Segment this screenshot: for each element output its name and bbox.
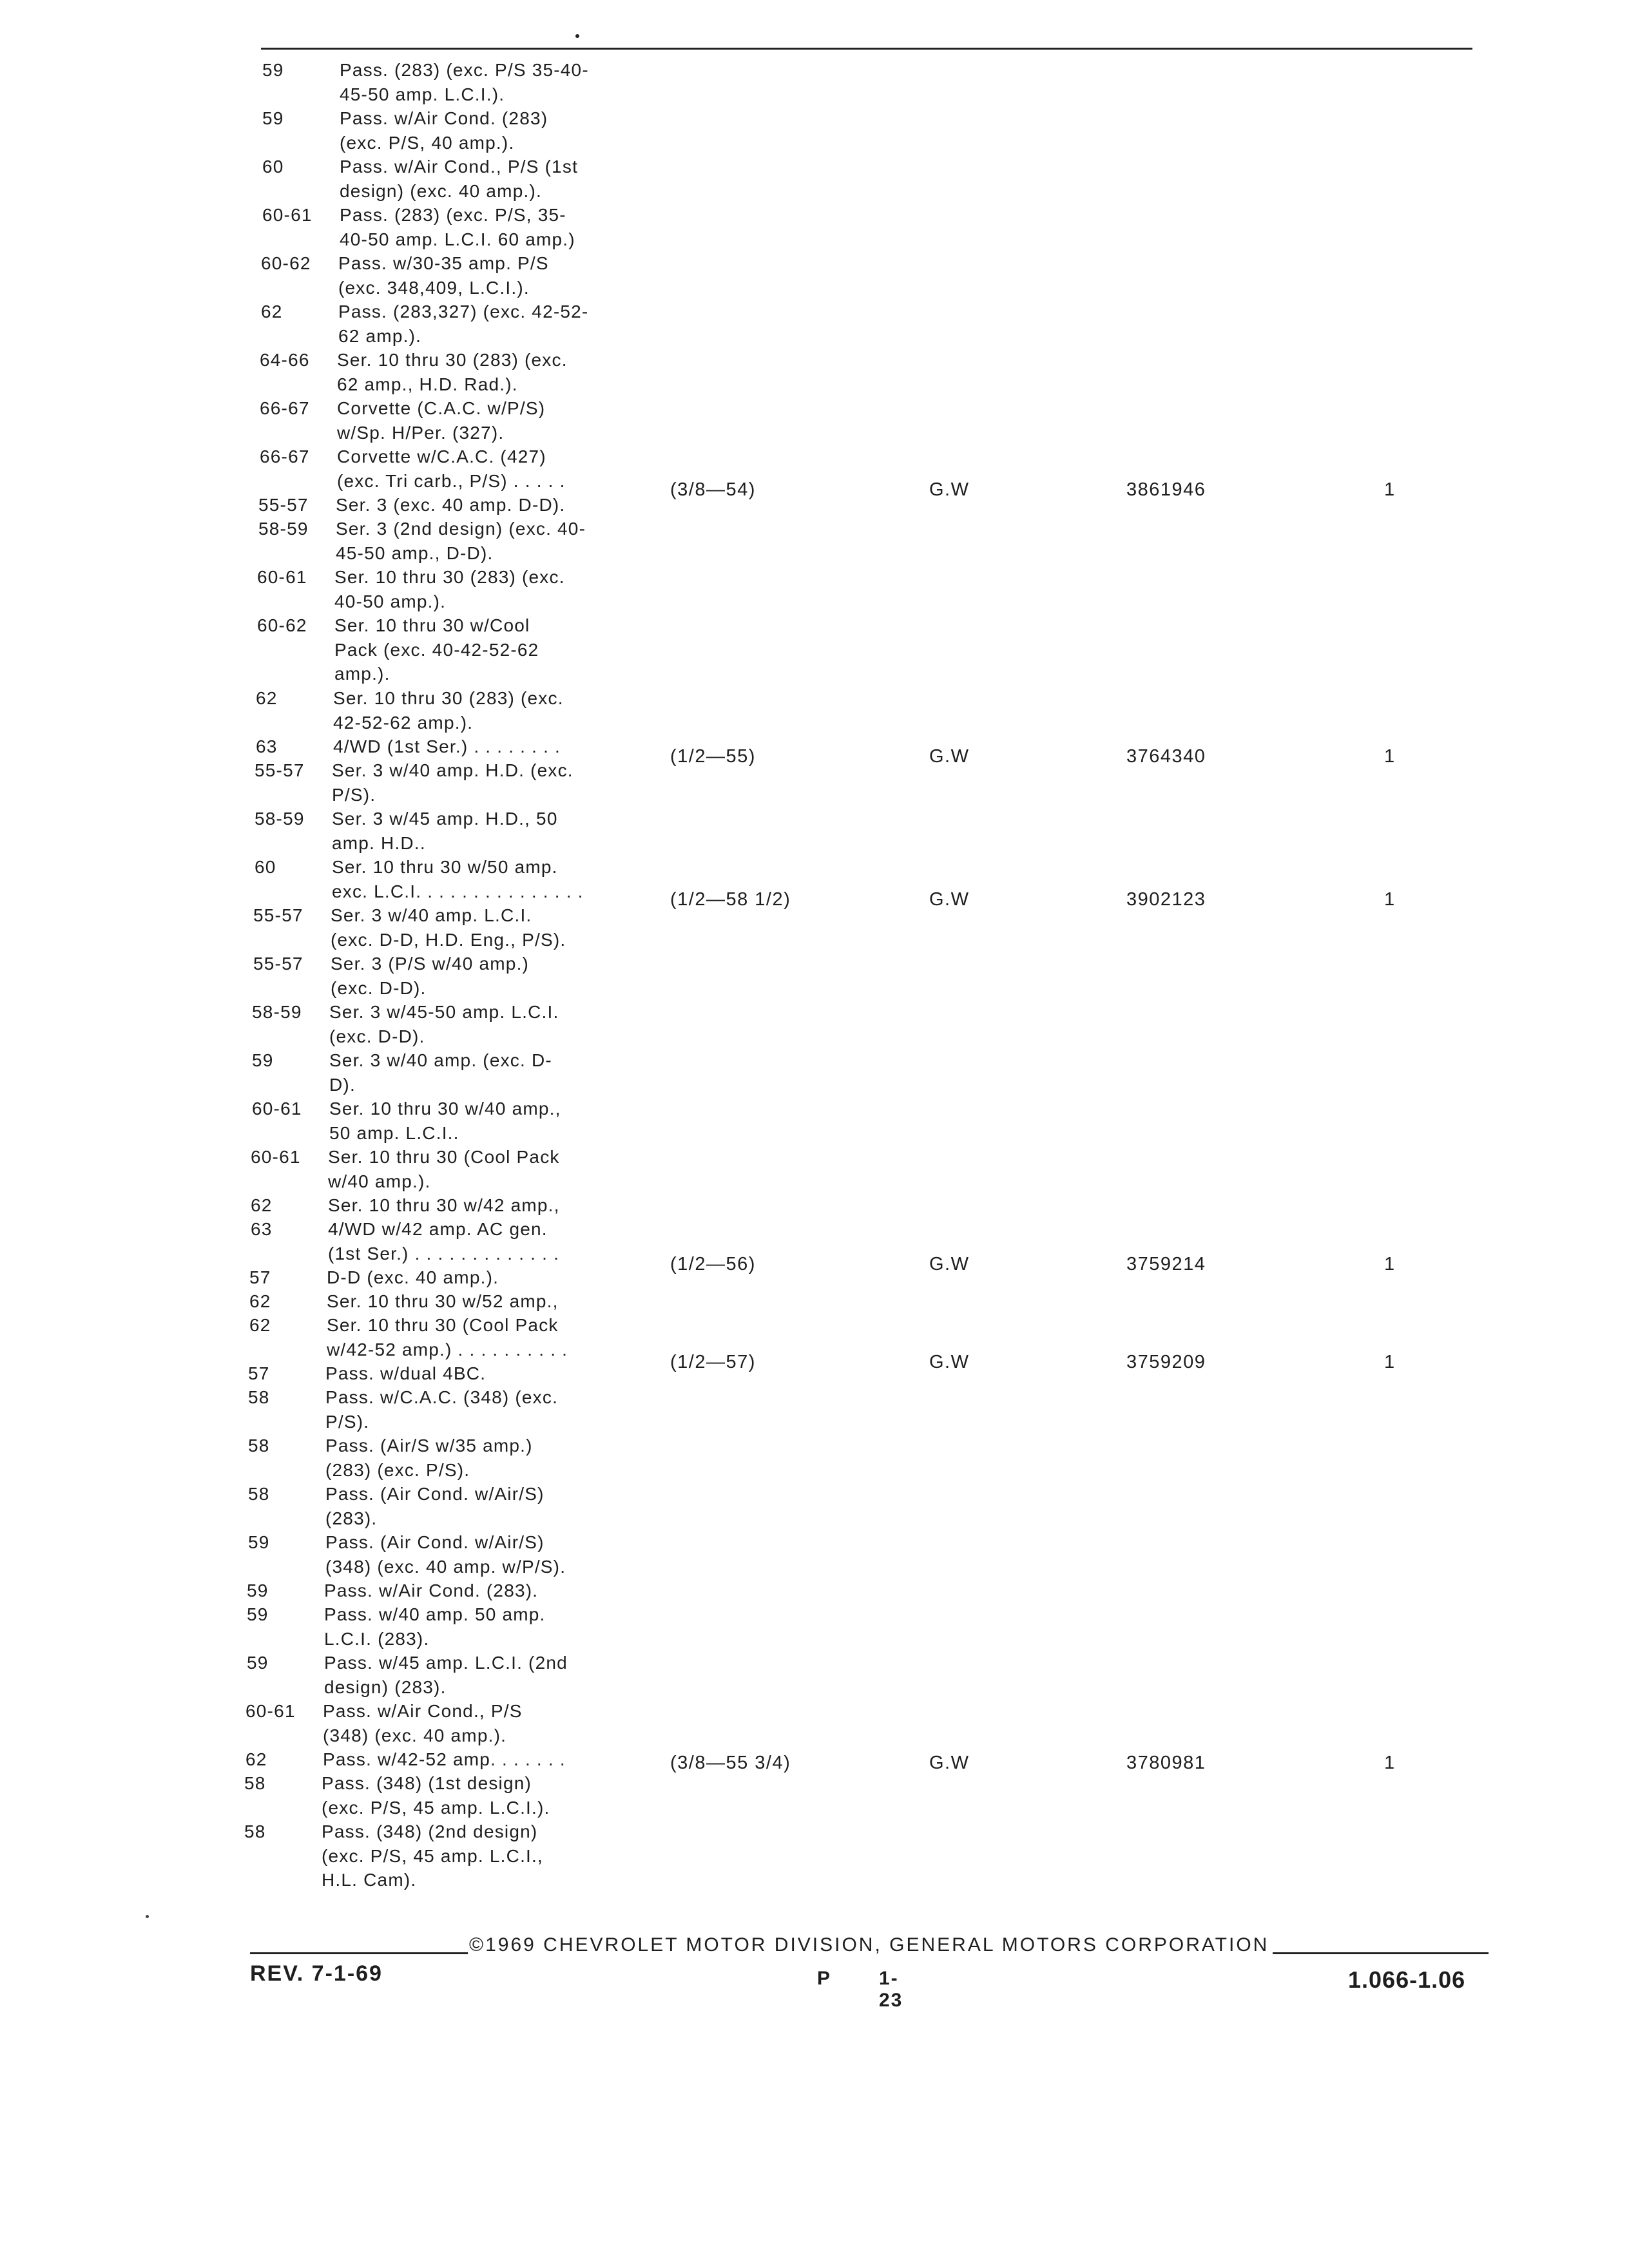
- model-years: 58-59: [252, 1002, 302, 1022]
- model-years: 58: [244, 1821, 266, 1841]
- description-line: Ser. 3 (P/S w/40 amp.): [331, 954, 530, 974]
- application-description: [324, 1602, 614, 1651]
- application-description: [324, 1651, 614, 1699]
- application-description: [325, 1530, 615, 1579]
- description-line: 45-50 amp., D-D).: [336, 543, 494, 563]
- description-line: (348) (exc. 40 amp.).: [323, 1725, 507, 1745]
- application-description: [325, 1482, 615, 1530]
- application-description: [333, 735, 623, 759]
- description-line: design) (exc. 40 amp.).: [340, 180, 542, 201]
- model-years: 55-57: [253, 954, 304, 974]
- description-line: (exc. D-D, H.D. Eng., P/S).: [331, 929, 566, 950]
- description-line: Ser. 3 (2nd design) (exc. 40-: [336, 519, 586, 539]
- description-line: 4/WD w/42 amp. AC gen.: [328, 1219, 548, 1239]
- description-line: Ser. 3 w/40 amp. (exc. D-: [329, 1050, 552, 1070]
- description-line: w/40 amp.).: [328, 1171, 431, 1191]
- application-description: [325, 1434, 615, 1482]
- description-line: Pass. (283) (exc. P/S 35-40-: [340, 60, 589, 80]
- description-line: Pass. w/42-52 amp. . . . . . .: [323, 1749, 566, 1769]
- part-number: 3902123: [1126, 889, 1206, 910]
- quantity: 1: [1384, 1753, 1396, 1773]
- model-years: 59: [247, 1604, 269, 1624]
- belt-code: G.W: [929, 479, 970, 500]
- description-line: Ser. 3 w/45-50 amp. L.C.I.: [329, 1002, 559, 1022]
- top-rule: [261, 48, 1472, 50]
- application-description: [323, 1747, 613, 1772]
- model-years: 59: [247, 1653, 269, 1673]
- description-line: 40-50 amp. L.C.I. 60 amp.): [340, 229, 575, 249]
- description-line: Pass. w/45 amp. L.C.I. (2nd: [324, 1653, 568, 1673]
- application-description: [328, 1193, 618, 1218]
- model-years: 58: [244, 1773, 266, 1793]
- application-description: [327, 1289, 617, 1314]
- belt-code: G.W: [929, 1352, 970, 1372]
- model-years: 62: [251, 1195, 273, 1215]
- model-years: 58: [248, 1436, 270, 1456]
- model-years: 59: [248, 1532, 270, 1552]
- application-description: [337, 348, 627, 396]
- description-line: Pass. w/40 amp. 50 amp.: [324, 1604, 546, 1624]
- model-years: 60: [262, 157, 284, 177]
- description-line: Pass. (348) (2nd design): [322, 1821, 538, 1841]
- description-line: Pass. (Air/S w/35 amp.): [325, 1436, 533, 1456]
- model-years: 60-61: [262, 205, 313, 225]
- page-letter: P: [817, 1968, 832, 1989]
- part-number: 3861946: [1126, 479, 1206, 500]
- belt-size: (1/2—57): [670, 1352, 756, 1372]
- quantity: 1: [1384, 1352, 1396, 1372]
- model-years: 58: [248, 1387, 270, 1407]
- description-line: Ser. 10 thru 30 w/42 amp.,: [328, 1195, 560, 1215]
- description-line: (exc. P/S, 45 amp. L.C.I.).: [322, 1797, 550, 1818]
- belt-code: G.W: [929, 1753, 970, 1773]
- description-line: (exc. P/S, 45 amp. L.C.I.,: [322, 1845, 543, 1866]
- application-description: [333, 686, 623, 735]
- application-description: [336, 517, 626, 565]
- application-description: [336, 493, 626, 517]
- model-years: 63: [256, 736, 278, 756]
- application-description: [329, 1000, 619, 1048]
- description-line: Ser. 10 thru 30 (Cool Pack: [328, 1147, 560, 1167]
- belt-size: (3/8—54): [670, 479, 756, 500]
- footer-rule-left: [250, 1952, 468, 1954]
- model-years: 62: [256, 688, 278, 708]
- description-line: Pass. w/Air Cond. (283).: [324, 1581, 539, 1600]
- description-line: exc. L.C.I. . . . . . . . . . . . . . .: [332, 881, 584, 901]
- model-years: 60-61: [251, 1147, 301, 1167]
- description-line: Ser. 10 thru 30 w/40 amp.,: [329, 1099, 561, 1119]
- application-description: [325, 1361, 615, 1386]
- description-line: 62 amp., H.D. Rad.).: [337, 374, 518, 394]
- description-line: Pass. w/Air Cond., P/S: [323, 1701, 523, 1721]
- description-line: amp. H.D..: [332, 832, 426, 853]
- quantity: 1: [1384, 479, 1396, 500]
- description-line: 45-50 amp. L.C.I.).: [340, 84, 505, 104]
- description-line: Pass. (Air Cond. w/Air/S): [325, 1484, 545, 1504]
- description-line: Ser. 10 thru 30 w/52 amp.,: [327, 1291, 559, 1311]
- model-years: 62: [261, 302, 283, 322]
- top-mark: [575, 34, 579, 38]
- model-years: 60-61: [252, 1099, 302, 1119]
- application-description: [331, 903, 621, 952]
- description-line: 42-52-62 amp.).: [333, 712, 474, 733]
- description-line: Ser. 10 thru 30 w/50 amp.: [332, 857, 558, 877]
- description-line: Pass. (348) (1st design): [322, 1773, 532, 1793]
- application-description: [329, 1097, 619, 1145]
- description-line: Pass. w/dual 4BC.: [325, 1363, 487, 1383]
- model-years: 57: [249, 1267, 271, 1287]
- model-years: 62: [249, 1291, 271, 1311]
- description-line: Pass. w/Air Cond., P/S (1st: [340, 157, 579, 177]
- description-line: Ser. 10 thru 30 (283) (exc.: [333, 688, 564, 708]
- description-line: 62 amp.).: [338, 325, 422, 346]
- belt-code: G.W: [929, 1254, 970, 1274]
- description-line: Ser. 10 thru 30 (283) (exc.: [334, 567, 565, 587]
- model-years: 59: [262, 108, 284, 128]
- application-description: [327, 1313, 617, 1361]
- margin-mark: [146, 1915, 149, 1918]
- application-description: [332, 807, 622, 855]
- revision-date: REV. 7-1-69: [250, 1961, 383, 1986]
- application-description: [334, 565, 624, 613]
- model-years: 62: [246, 1749, 267, 1769]
- description-line: design) (283).: [324, 1677, 447, 1697]
- description-line: (exc. D-D).: [331, 977, 427, 998]
- description-line: (exc. Tri carb., P/S) . . . . .: [337, 470, 566, 491]
- description-line: D).: [329, 1074, 356, 1095]
- description-line: 4/WD (1st Ser.) . . . . . . . .: [333, 736, 561, 756]
- part-number: 3764340: [1126, 746, 1206, 767]
- model-years: 60-61: [257, 567, 307, 587]
- description-line: (exc. 348,409, L.C.I.).: [338, 277, 530, 298]
- application-description: [328, 1217, 618, 1265]
- model-years: 59: [262, 60, 284, 80]
- application-description: [334, 613, 624, 686]
- description-line: Ser. 10 thru 30 w/Cool: [334, 615, 530, 635]
- description-line: L.C.I. (283).: [324, 1628, 430, 1649]
- model-years: 57: [248, 1363, 270, 1383]
- description-line: (348) (exc. 40 amp. w/P/S).: [325, 1556, 566, 1577]
- application-description: [322, 1820, 612, 1892]
- description-line: H.L. Cam).: [322, 1870, 417, 1890]
- model-years: 58: [248, 1484, 270, 1504]
- model-years: 58-59: [255, 809, 305, 829]
- description-line: Ser. 10 thru 30 (Cool Pack: [327, 1315, 559, 1335]
- description-line: Corvette w/C.A.C. (427): [337, 447, 546, 466]
- description-line: Pack (exc. 40-42-52-62: [334, 639, 539, 660]
- page-number-value: 1-23: [879, 1968, 903, 2011]
- description-line: Ser. 3 w/40 amp. L.C.I.: [331, 905, 532, 925]
- description-line: (283).: [325, 1508, 378, 1528]
- model-years: 63: [251, 1219, 273, 1239]
- description-line: Ser. 10 thru 30 (283) (exc.: [337, 350, 568, 370]
- description-line: (283) (exc. P/S).: [325, 1459, 470, 1480]
- model-years: 66-67: [260, 447, 310, 466]
- belt-code: G.W: [929, 746, 970, 767]
- quantity: 1: [1384, 746, 1396, 767]
- part-number: 3759214: [1126, 1254, 1206, 1274]
- application-description: [340, 106, 630, 155]
- application-description: [325, 1385, 615, 1434]
- description-line: Pass. w/30-35 amp. P/S: [338, 253, 549, 273]
- application-description: [324, 1579, 614, 1603]
- application-description: [331, 952, 621, 1000]
- model-years: 59: [247, 1581, 269, 1600]
- belt-size: (1/2—55): [670, 746, 756, 767]
- model-years: 62: [249, 1315, 271, 1335]
- model-years: 55-57: [255, 760, 305, 780]
- application-description: [340, 203, 630, 251]
- application-description: [338, 251, 628, 300]
- model-years: 55-57: [258, 495, 309, 515]
- description-line: (exc. D-D).: [329, 1026, 425, 1046]
- model-years: 60-62: [261, 253, 311, 273]
- application-description: [340, 155, 630, 203]
- application-description: [322, 1771, 612, 1820]
- description-line: Pass. (283) (exc. P/S, 35-: [340, 205, 566, 225]
- description-line: 50 amp. L.C.I..: [329, 1122, 459, 1143]
- description-line: P/S).: [332, 784, 376, 805]
- part-number: 3759209: [1126, 1352, 1206, 1372]
- description-line: P/S).: [325, 1411, 370, 1432]
- description-line: D-D (exc. 40 amp.).: [327, 1267, 499, 1287]
- description-line: Pass. (283,327) (exc. 42-52-: [338, 302, 589, 322]
- description-line: amp.).: [334, 664, 390, 684]
- application-description: [332, 855, 622, 903]
- model-years: 60-61: [246, 1701, 296, 1721]
- application-description: [323, 1699, 613, 1747]
- application-description: [328, 1145, 618, 1193]
- belt-size: (3/8—55 3/4): [670, 1753, 791, 1773]
- description-line: Ser. 3 w/45 amp. H.D., 50: [332, 809, 558, 829]
- description-line: Ser. 3 (exc. 40 amp. D-D).: [336, 495, 566, 515]
- application-description: [337, 445, 627, 493]
- application-description: [340, 58, 630, 106]
- description-line: (1st Ser.) . . . . . . . . . . . . .: [328, 1243, 560, 1264]
- application-description: [337, 396, 627, 445]
- application-description: [332, 758, 622, 807]
- application-description: [329, 1048, 619, 1097]
- description-line: Pass. w/C.A.C. (348) (exc.: [325, 1387, 559, 1407]
- belt-size: (1/2—56): [670, 1254, 756, 1274]
- application-description: [338, 300, 628, 348]
- description-line: Corvette (C.A.C. w/P/S): [337, 398, 546, 418]
- model-years: 59: [252, 1050, 274, 1070]
- model-years: 60-62: [257, 615, 307, 635]
- belt-size: (1/2—58 1/2): [670, 889, 791, 910]
- model-years: 64-66: [260, 350, 310, 370]
- description-line: (exc. P/S, 40 amp.).: [340, 132, 515, 153]
- model-years: 55-57: [253, 905, 304, 925]
- description-line: Pass. w/Air Cond. (283): [340, 108, 548, 128]
- quantity: 1: [1384, 889, 1396, 910]
- model-years: 66-67: [260, 398, 310, 418]
- application-description: [327, 1265, 617, 1290]
- footer-rule-right: [1273, 1952, 1489, 1954]
- model-years: 58-59: [258, 519, 309, 539]
- part-number: 3780981: [1126, 1753, 1206, 1773]
- description-line: w/Sp. H/Per. (327).: [337, 422, 505, 443]
- quantity: 1: [1384, 1254, 1396, 1274]
- copyright-line: ©1969 CHEVROLET MOTOR DIVISION, GENERAL MOTORS CORPORATION: [469, 1934, 1269, 1956]
- model-years: 60: [255, 857, 276, 877]
- description-line: w/42-52 amp.) . . . . . . . . . .: [327, 1339, 568, 1360]
- description-line: Pass. (Air Cond. w/Air/S): [325, 1532, 545, 1552]
- description-line: Ser. 3 w/40 amp. H.D. (exc.: [332, 760, 574, 780]
- description-line: 40-50 amp.).: [334, 591, 447, 611]
- belt-code: G.W: [929, 889, 970, 910]
- section-number: 1.066-1.06: [1348, 1966, 1466, 1993]
